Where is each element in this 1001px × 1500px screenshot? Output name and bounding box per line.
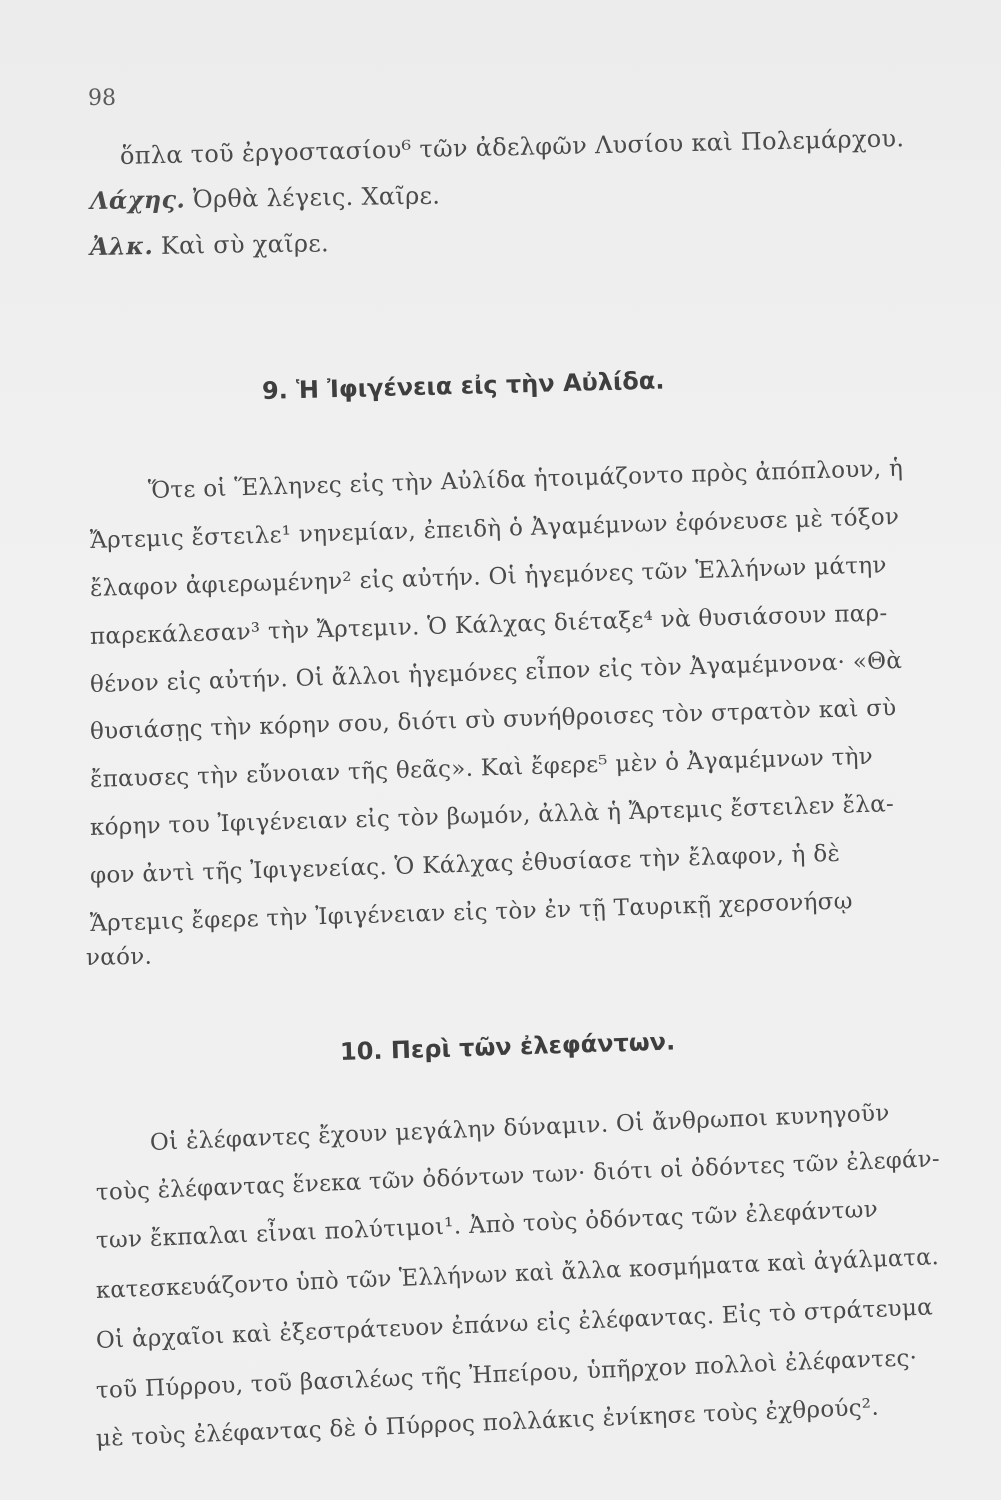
dialogue-text-3: Καὶ σὺ χαῖρε. (152, 229, 330, 261)
section-10-line-3: των ἔκπαλαι εἶναι πολύτιμοι¹. Ἀπὸ τοὺς ὀδόντας τῶν ἐλεφάντων (95, 1196, 879, 1254)
section-10-line-2: τοὺς ἐλέφαντας ἕνεκα τῶν ὀδόντων των· διότι οἱ ὀδόντες τῶν ἐλεφάν- (95, 1146, 941, 1206)
dialogue-line-2 (90, 181, 441, 215)
section-10-line-4: κατεσκευάζοντο ὑπὸ τῶν Ἑλλήνων καὶ ἄλλα κοσμήματα καὶ ἀγάλματα. (95, 1244, 940, 1304)
section-9-line-7: ἔπαυσες τὴν εὔνοιαν τῆς θεᾶς». Καὶ ἔφερε⁵ μὲν ὁ Ἀγαμέμνων τὴν (89, 743, 874, 793)
section-9-line-9: φον ἀντὶ τῆς Ἰφιγενείας. Ὁ Κάλχας ἐθυσίασε τὴν ἔλαφον, ἡ δὲ (89, 840, 841, 889)
section-10-heading: 10. Περὶ τῶν ἐλεφάντων. (339, 1027, 676, 1066)
section-10-line-6: τοῦ Πύρρου, τοῦ βασιλέως τῆς Ἠπείρου, ὑπῆρχον πολλοὶ ἐλέφαντες· (95, 1345, 918, 1404)
speaker-alk: Ἀλκ. (89, 231, 154, 261)
section-10-line-7: μὲ τοὺς ἐλέφαντας δὲ ὁ Πύρρος πολλάκις ἐνίκησε τοὺς ἐχθρούς². (95, 1394, 880, 1452)
section-10-line-1: Οἱ ἐλέφαντες ἔχουν μεγάλην δύναμιν. Οἱ ἄνθρωποι κυνηγοῦν (149, 1100, 891, 1156)
section-9-line-3: ἔλαφον ἀφιερωμένην² εἰς αὐτήν. Οἱ ἡγεμόνες τῶν Ἑλλήνων μάτην (89, 552, 888, 602)
section-9-line-8: κόρην του Ἰφιγένειαν εἰς τὸν βωμόν, ἀλλὰ ἡ Ἄρτεμις ἔστειλεν ἔλα- (89, 791, 895, 841)
section-9-line-4: παρεκάλεσαν³ τὴν Ἄρτεμιν. Ὁ Κάλχας διέταξε⁴ νὰ θυσιάσουν παρ- (89, 600, 888, 650)
section-9-line-5: θένον εἰς αὐτήν. Οἱ ἄλλοι ἡγεμόνες εἶπον εἰς τὸν Ἀγαμέμνονα· «Θὰ (89, 647, 903, 698)
page-number: 98 (88, 86, 116, 111)
dialogue-line-3 (90, 228, 329, 261)
section-9-line-2: Ἄρτεμις ἔστειλε¹ νηνεμίαν, ἐπειδὴ ὁ Ἀγαμέμνων ἐφόνευσε μὲ τόξον (89, 503, 900, 554)
section-9-line-11: ναόν. (85, 943, 153, 971)
dialogue-text-2: Ὀρθὰ λέγεις. Χαῖρε. (184, 181, 441, 214)
section-9-heading: 9. Ἡ Ἰφιγένεια εἰς τὴν Αὐλίδα. (261, 366, 665, 405)
section-9-line-1: Ὅτε οἱ Ἕλληνες εἰς τὴν Αὐλίδα ἡτοιμάζοντο πρὸς ἀπόπλουν, ἡ (147, 455, 904, 504)
section-9-line-6: θυσιάσῃς τὴν κόρην σου, διότι σὺ συνήθροισες τὸν στρατὸν καὶ σὺ (89, 695, 897, 745)
speaker-laches: Λάχης. (89, 184, 186, 215)
section-9-line-10: Ἄρτεμις ἔφερε τὴν Ἰφιγένειαν εἰς τὸν ἐν τῇ Ταυρικῇ χερσονήσῳ (89, 888, 854, 937)
section-10-line-5: Οἱ ἀρχαῖοι καὶ ἐξεστράτευον ἐπάνω εἰς ἐλέφαντας. Εἰς τὸ στράτευμα (95, 1294, 934, 1354)
dialogue-line-1: ὅπλα τοῦ ἐργοστασίου⁶ τῶν ἀδελφῶν Λυσίου καὶ Πολεμάρχου. (119, 124, 905, 170)
